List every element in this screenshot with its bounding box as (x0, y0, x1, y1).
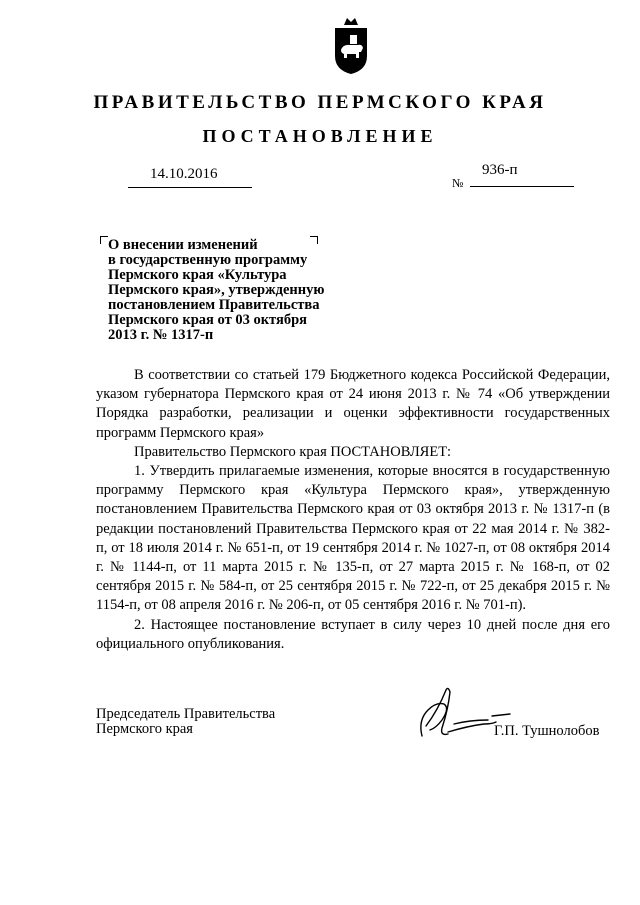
subject-line: Пермского края от 03 октября (108, 312, 307, 328)
signatory-title-line: Пермского края (96, 721, 193, 737)
number-underline (470, 186, 574, 187)
document-body (96, 366, 610, 654)
subject-line: постановлением Правительства (108, 297, 320, 313)
document-subject (108, 238, 338, 343)
subject-line: в государственную программу (108, 252, 308, 268)
subject-corner-left (100, 236, 108, 244)
body-paragraph-preamble: В соответствии со статьей 179 Бюджетного кодекса Российской Федерации, указом губернатора Пермского края от 24 июня 2013 г. № 74 «Об утверждении Порядка разработки, реализации и оценки эффективности государственных программ Пермского края» (96, 367, 610, 441)
subject-line: Пермского края», утвержденную (108, 282, 325, 298)
date-underline (128, 187, 252, 188)
signatory-title (96, 707, 275, 737)
document-number: 936-п (482, 162, 518, 178)
document-type: ПОСТАНОВЛЕНИЕ (202, 126, 438, 146)
signatory-title-line: Председатель Правительства (96, 706, 276, 722)
subject-line: О внесении изменений (108, 237, 258, 253)
number-sign: № (452, 176, 464, 190)
bear-emblem-icon (330, 16, 372, 76)
body-paragraph-resolves: Правительство Пермского края ПОСТАНОВЛЯЕТ: (134, 443, 452, 460)
subject-line: 2013 г. № 1317-п (108, 327, 214, 343)
body-paragraph-item-2: 2. Настоящее постановление вступает в силу через 10 дней после дня его официального опубликования. (96, 616, 610, 652)
subject-line: Пермского края «Культура (108, 267, 287, 283)
body-paragraph-item-1: 1. Утвердить прилагаемые изменения, которые вносятся в государственную программу Пермского края «Культура Пермского края», утвержденную постановлением Правительства Пермского края от 03 октября 2013 г. № 1317-п (в редакции постановлений Правительства Пермского края от 22 мая 2014 г. № 382-п, от 18 июля 2014 г. № 651-п, от 19 сентября 2014 г. № 1027-п, от 08 октября 2014 г. № 1144-п, от 11 марта 2015 г. № 135-п, от 27 марта 2015 г. № 168-п, от 02 сентября 2015 г. № 584-п, от 25 сентября 2015 г. № 722-п, от 25 декабря 2015 г. № 1154-п, от 08 апреля 2016 г. № 206-п, от 05 сентября 2016 г. № 701-п). (96, 463, 610, 614)
coat-of-arms-emblem (330, 16, 372, 76)
organization-title: ПРАВИТЕЛЬСТВО ПЕРМСКОГО КРАЯ (93, 92, 547, 113)
signatory-name: Г.П. Тушнолобов (494, 723, 600, 739)
document-date: 14.10.2016 (150, 166, 218, 182)
